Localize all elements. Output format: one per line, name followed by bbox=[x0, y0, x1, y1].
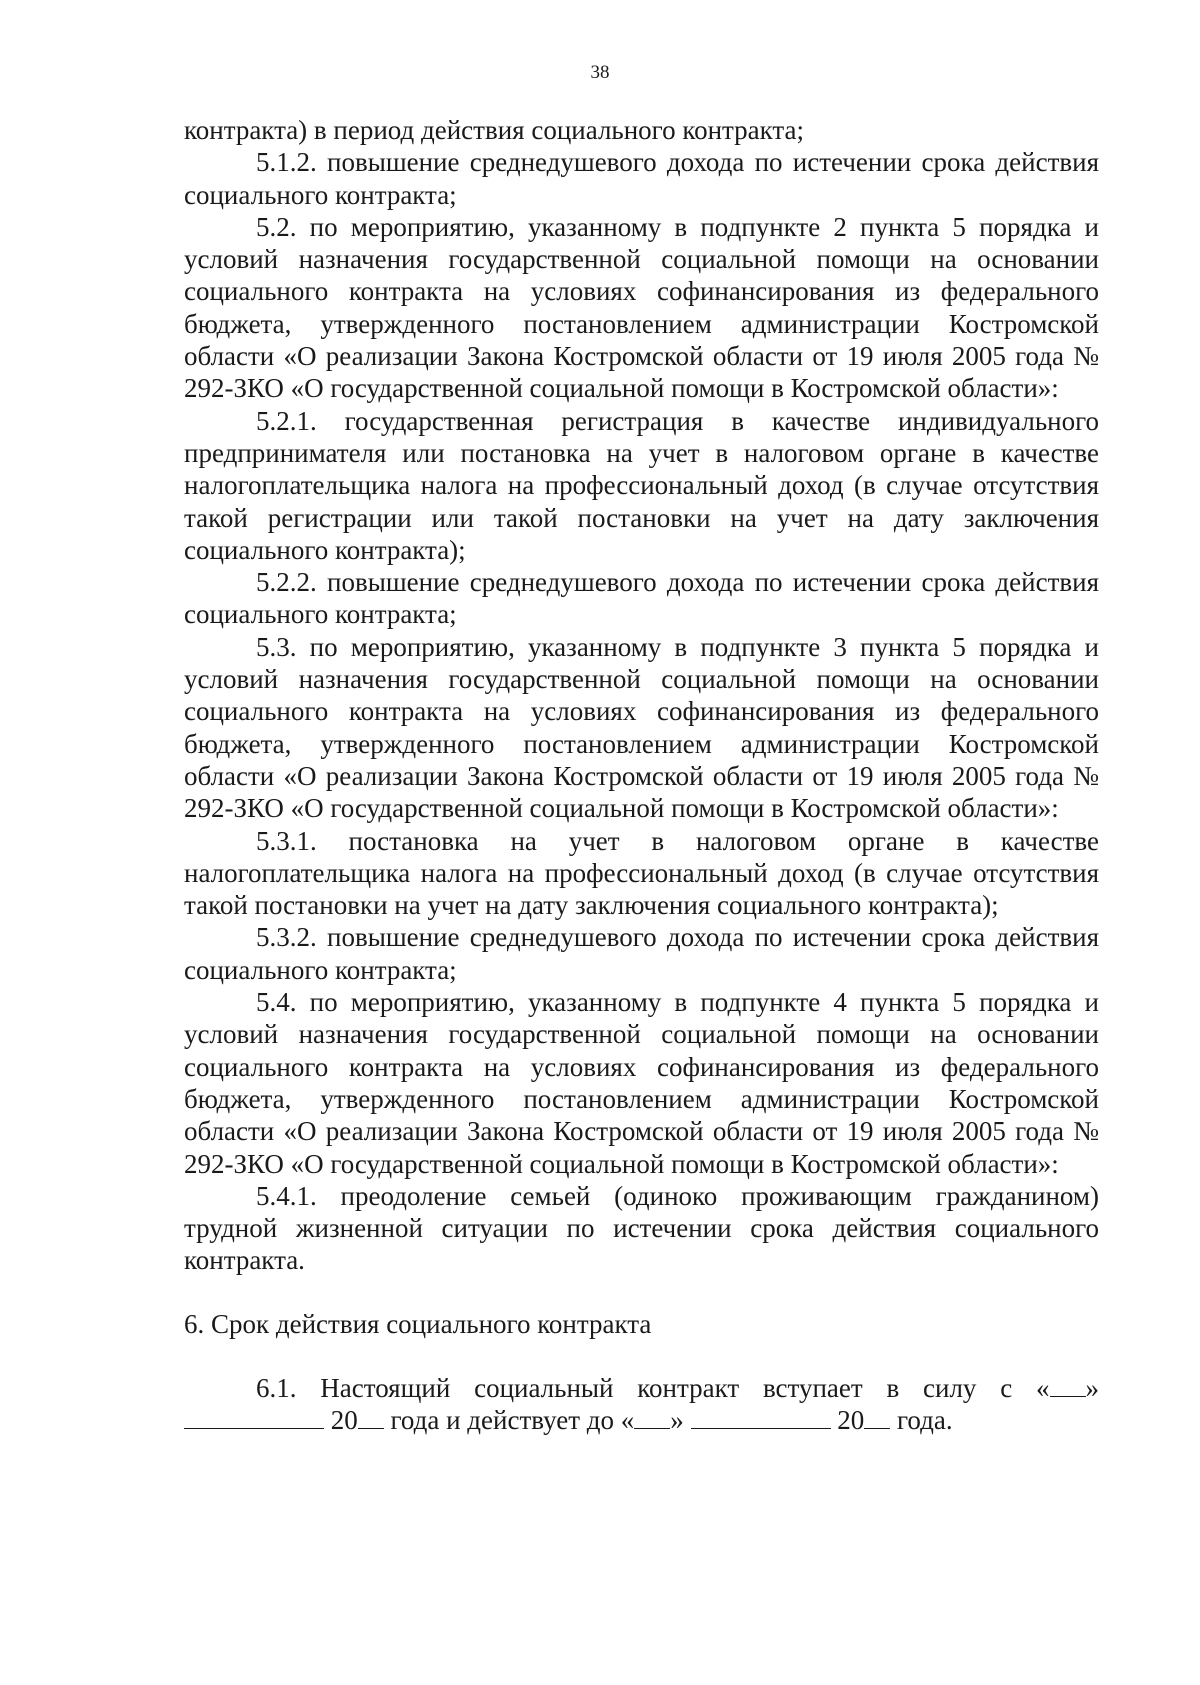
paragraph-6-1 bbox=[184, 1372, 1099, 1437]
end-year-prefix: 20 bbox=[837, 1405, 865, 1436]
open-quote-end: « bbox=[620, 1405, 635, 1436]
paragraph-5-2: 5.2. по мероприятию, указанному в подпункте 2 пункта 5 порядка и условий назначения государственной социальной помощи на основании социального контракта на условиях софинансирования из федерального бюджета, утвержденного постановлением администрации Костромской области «О реализации Закона Костромской области от 19 июля 2005 года № 292-ЗКО «О государственной социальной помощи в Костромской области»: bbox=[184, 211, 1099, 404]
paragraph-5-4: 5.4. по мероприятию, указанному в подпункте 4 пункта 5 порядка и условий назначения государственной социальной помощи на основании социального контракта на условиях софинансирования из федерального бюджета, утвержденного постановлением администрации Костромской области «О реализации Закона Костромской области от 19 июля 2005 года № 292-ЗКО «О государственной социальной помощи в Костромской области»: bbox=[184, 987, 1099, 1179]
paragraph-5-3: 5.3. по мероприятию, указанному в подпункте 3 пункта 5 порядка и условий назначения государственной социальной помощи на основании социального контракта на условиях софинансирования из федерального бюджета, утвержденного постановлением администрации Костромской области «О реализации Закона Костромской области от 19 июля 2005 года № 292-ЗКО «О государственной социальной помощи в Костромской области»: bbox=[184, 631, 1099, 824]
year-prefix: 20 bbox=[330, 1405, 358, 1436]
end-year-blank bbox=[864, 1404, 890, 1429]
paragraph-5-3-1: 5.3.1. постановка на учет в налоговом органе в качестве налогоплательщика налога на профессиональный доход (в случае отсутствия такой постановки на учет на дату заключения социального контракта); bbox=[184, 825, 1099, 921]
paragraph-5-1-2: 5.1.2. повышение среднедушевого дохода по истечении срока действия социального контракта; bbox=[184, 147, 1099, 210]
close-quote: » bbox=[1085, 1372, 1099, 1403]
clause-end: года. bbox=[897, 1405, 953, 1436]
section-heading: 6. Срок действия социального контракта bbox=[184, 1308, 652, 1339]
clause-text: 6.1. Настоящий социальный контракт вступает в силу с bbox=[256, 1372, 1013, 1403]
paragraph-5-2-1: 5.2.1. государственная регистрация в качестве индивидуального предпринимателя или постановка на учет в налоговом органе в качестве налогоплательщика налога на профессиональный доход (в случае отсутствия такой регистрации или такой постановки на учет на дату заключения социального контракта); bbox=[184, 405, 1099, 565]
paragraph-continuation: контракта) в период действия социального контракта; bbox=[184, 115, 805, 145]
open-quote: « bbox=[1036, 1372, 1050, 1403]
close-quote-end: » bbox=[670, 1405, 684, 1436]
day-blank bbox=[1050, 1372, 1086, 1397]
clause-middle: года и действует до bbox=[390, 1405, 614, 1436]
document-body bbox=[184, 114, 1099, 1437]
page-number: 38 bbox=[590, 62, 610, 83]
month-blank bbox=[184, 1404, 324, 1429]
paragraph-5-2-2: 5.2.2. повышение среднедушевого дохода по истечении срока действия социального контракта; bbox=[184, 567, 1099, 630]
paragraph-5-4-1: 5.4.1. преодоление семьей (одиноко проживающим гражданином) трудной жизненной ситуации по истечении срока действия социального контракта. bbox=[184, 1180, 1099, 1276]
end-month-blank bbox=[691, 1404, 831, 1429]
year-blank bbox=[358, 1404, 384, 1429]
end-day-blank bbox=[634, 1404, 670, 1429]
paragraph-5-3-2: 5.3.2. повышение среднедушевого дохода по истечении срока действия социального контракта; bbox=[184, 922, 1099, 985]
